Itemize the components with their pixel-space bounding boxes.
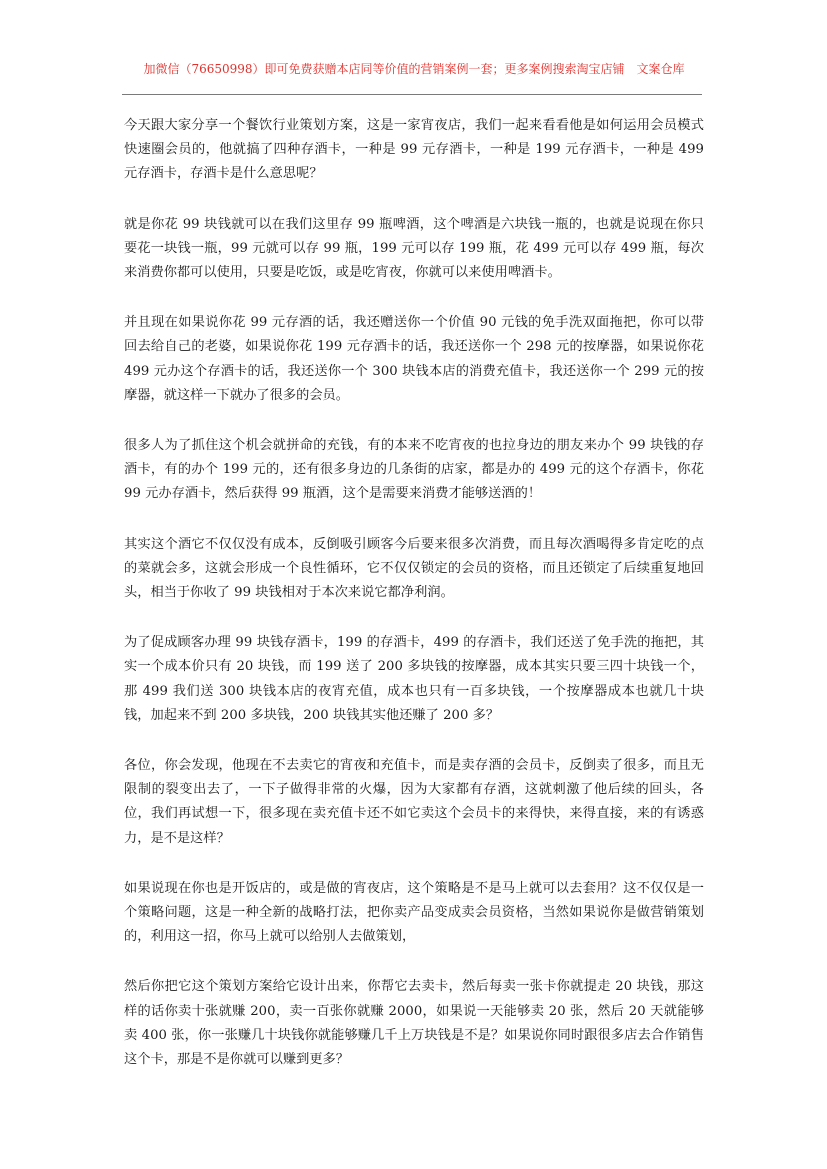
- header-divider: [122, 94, 702, 95]
- paragraph-4: 很多人为了抓住这个机会就拼命的充钱，有的本来不吃宵夜的也拉身边的朋友来办个 99 块钱的存酒卡，有的办个 199 元的，还有很多身边的几条街的店家，都是办的 499 元的这个存酒卡，你花 99 元办存酒卡，然后获得 99 瓶酒，这个是需要来消费才能够送酒的！: [124, 438, 704, 502]
- paragraph-7: 各位，你会发现，他现在不去卖它的宵夜和充值卡，而是卖存酒的会员卡，反倒卖了很多，而且无限制的裂变出去了，一下子做得非常的火爆，因为大家都有存酒，这就刺激了他后续的回头，各位，我们再试想一下，很多现在卖充值卡还不如它卖这个会员卡的来得快，来得直接，来的有诱惑力，是不是这样？: [124, 758, 704, 846]
- paragraph-6: 为了促成顾客办理 99 块钱存酒卡，199 的存酒卡，499 的存酒卡，我们还送了免手洗的拖把，其实一个成本价只有 20 块钱，而 199 送了 200 多块钱的按摩器，成本其实只要三四十块钱一个，那 499 我们送 300 块钱本店的夜宵充值，成本也只有一百多块钱，一个按摩器成本也就几十块钱，加起来不到 200 多块钱，200 块钱其实他还赚了 200 多？: [124, 635, 704, 723]
- paragraph-3: 并且现在如果说你花 99 元存酒的话，我还赠送你一个价值 90 元钱的免手洗双面拖把，你可以带回去给自己的老婆，如果说你花 199 元存酒卡的话，我还送你一个 298 元的按摩器，如果说你花 499 元办这个存酒卡的话，我还送你一个 300 块钱本店的消费充值卡，我还送你一个 299 元的按摩器，就这样一下就办了很多的会员。: [124, 315, 704, 403]
- paragraph-5: 其实这个酒它不仅仅没有成本，反倒吸引顾客今后要来很多次消费，而且每次酒喝得多肯定吃的点的菜就会多，这就会形成一个良性循环，它不仅仅锁定的会员的资格，而且还锁定了后续重复地回头，相当于你收了 99 块钱相对于本次来说它都净利润。: [124, 536, 704, 601]
- paragraph-9: 然后你把它这个策划方案给它设计出来，你帮它去卖卡，然后每卖一张卡你就提走 20 块钱，那这样的话你卖十张就赚 200，卖一百张你就赚 2000，如果说一天能够卖 20 张，然后 20 天就能够卖 400 张，你一张赚几十块钱你就能够赚几千上万块钱是不是？如果说你同时跟很多店去合作销售这个卡，那是不是你就可以赚到更多？: [124, 979, 704, 1068]
- paragraph-2: 就是你花 99 块钱就可以在我们这里存 99 瓶啤酒，这个啤酒是六块钱一瓶的，也就是说现在你只要花一块钱一瓶，99 元就可以存 99 瓶，199 元可以存 199 瓶，花 499 元可以存 499 瓶，每次来消费你都可以使用，只要是吃饭，或是吃宵夜，你就可以来使用啤酒卡。: [124, 216, 704, 281]
- page-header: 加微信（76650998）即可免费获赠本店同等价值的营销案例一套；更多案例搜索淘宝店铺 文案仓库: [143, 62, 685, 76]
- paragraph-8: 如果说现在你也是开饭店的，或是做的宵夜店，这个策略是不是马上就可以去套用？这不仅仅是一个策略问题，这是一种全新的战略打法，把你卖产品变成卖会员资格，当然如果说你是做营销策划的，利用这一招，你马上就可以给别人去做策划，: [124, 880, 704, 945]
- document-body: [124, 114, 704, 1098]
- paragraph-1: 今天跟大家分享一个餐饮行业策划方案，这是一家宵夜店，我们一起来看看他是如何运用会员模式快速圈会员的，他就搞了四种存酒卡，一种是 99 元存酒卡，一种是 199 元存酒卡，一种是 499 元存酒卡，存酒卡是什么意思呢？: [124, 118, 704, 182]
